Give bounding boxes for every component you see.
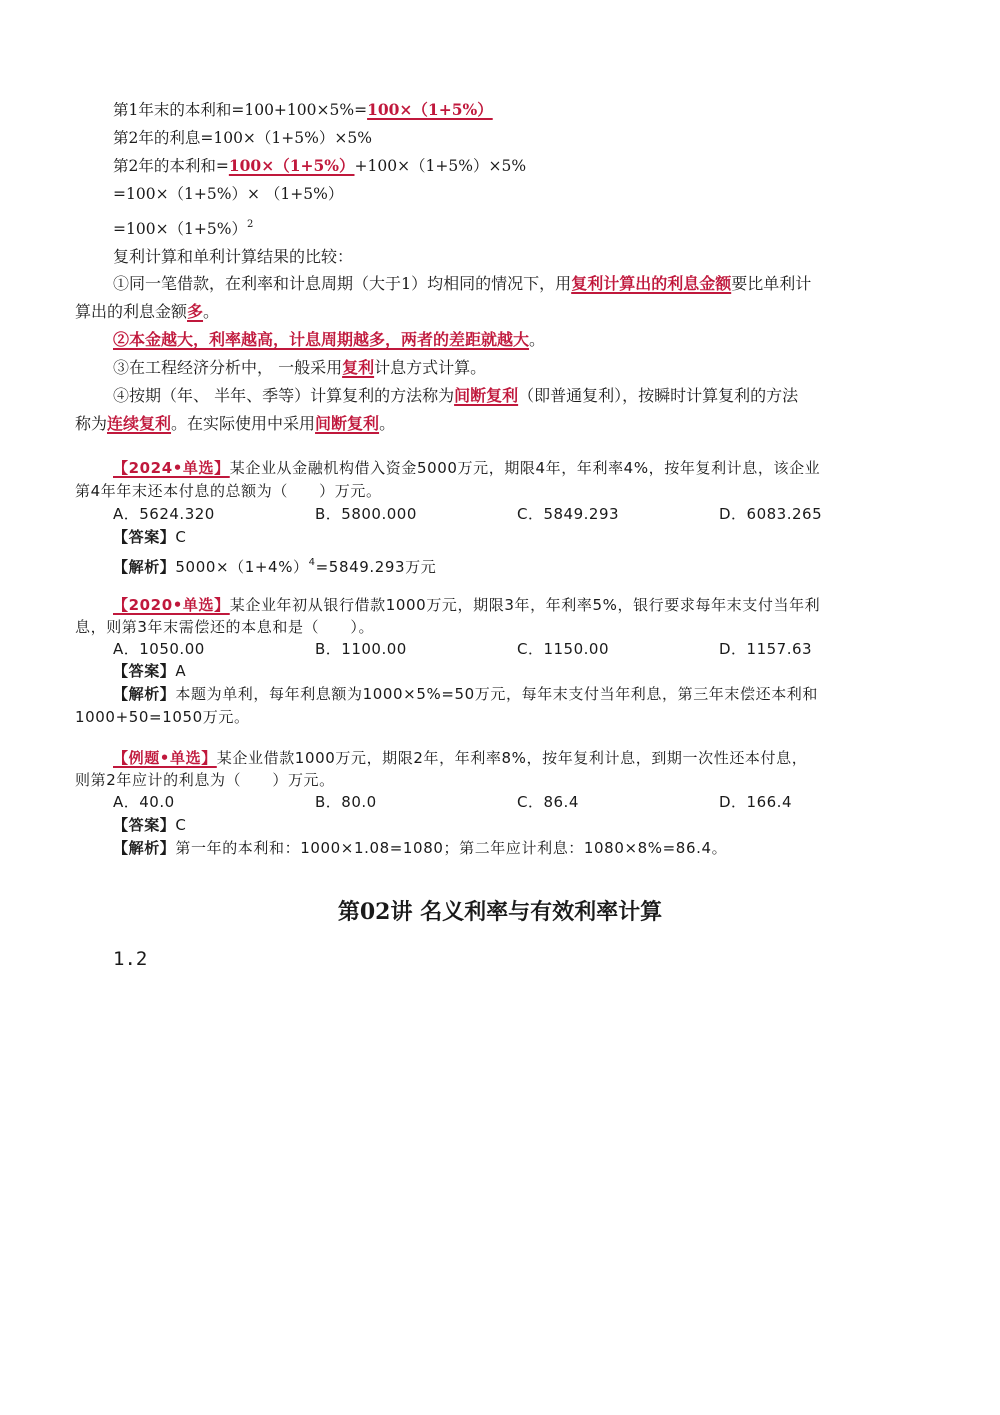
q2-analysis-line-2: 1000+50=1050万元。 [75,708,250,726]
comparison-title: 复利计算和单利计算结果的比较： [113,247,354,266]
highlight-text: 100×（1+5%） [228,156,355,175]
text: 称为 [75,414,108,433]
highlight-text: 间断复利 [454,386,519,405]
comparison-point-2 [113,329,545,351]
analysis-text: 本题为单利，每年利息额为1000×5%=50万元，每年末支付当年利息，第三年末偿还本利和 [175,685,819,703]
option-b: B．80.0 [315,793,377,811]
option-b: B．1100.00 [315,640,407,658]
text: 要比单利计 [731,274,812,293]
comparison-point-4-cont [75,413,395,435]
option-c: C．86.4 [517,793,579,811]
answer-label: 【答案】 [113,816,176,834]
q3-answer [113,814,186,836]
text: 第2年的本利和= [113,157,229,175]
comparison-point-4 [113,385,798,407]
question-tag: 【2024•单选】 [113,459,230,477]
answer-value: C [175,816,187,834]
q1-analysis [113,552,436,578]
option-a: A．5624.320 [113,505,215,523]
analysis-text: =5849.293万元 [315,558,437,576]
superscript: 4 [308,557,316,568]
q1-stem-line-1 [113,457,820,479]
text: =100×（1+5%） [113,220,247,238]
text: +100×（1+5%）×5% [354,157,527,175]
q1-answer [113,526,186,548]
answer-value: C [175,528,187,546]
text: 。 [203,302,220,321]
answer-label: 【答案】 [113,528,176,546]
text: 。在实际使用中采用 [171,414,316,433]
text: 算出的利息金额 [75,302,188,321]
text: ③在工程经济分析中， 一般采用 [113,358,343,377]
question-stem: 某企业从金融机构借入资金5000万元，期限4年，年利率4%，按年复利计息，该企业 [229,459,821,477]
highlight-text: 多 [187,302,204,321]
superscript: 2 [247,219,254,230]
text: ①同一笔借款，在利率和计息周期（大于1）均相同的情况下，用 [113,274,572,293]
analysis-label: 【解析】 [113,839,176,857]
q2-stem-line-2: 息，则第3年末需偿还的本息和是（ ）。 [75,618,375,636]
question-tag: 【2020•单选】 [113,596,230,614]
q2-analysis-line-1 [113,683,818,705]
comparison-point-1 [113,273,811,295]
analysis-text: 第一年的本利和：1000×1.08=1080；第二年应计利息：1080×8%=86.4。 [175,839,728,857]
highlight-text: 间断复利 [315,414,380,433]
section-heading: 第02讲 名义利率与有效利率计算 [337,899,663,925]
option-d: D．166.4 [719,793,792,811]
derivation-line-3 [113,155,526,177]
text: 计息方式计算。 [374,358,487,377]
section-subheading: 1.2 [113,948,148,970]
question-stem: 某企业借款1000万元，期限2年，年利率8%，按年复利计息，到期一次性还本付息， [216,749,808,767]
q2-options [113,638,933,660]
text: （即普通复利），按瞬时计算复利的方法 [518,386,799,405]
text: 第1年末的本利和=100+100×5%= [113,101,368,119]
analysis-label: 【解析】 [113,558,176,576]
q3-stem-line-2: 则第2年应计的利息为（ ）万元。 [75,771,335,789]
q1-stem-line-2: 第4年年末还本付息的总额为（ ）万元。 [75,482,382,500]
q1-options [113,503,933,525]
text: 。 [529,330,546,349]
comparison-point-1-cont [75,301,219,323]
question-stem: 某企业年初从银行借款1000万元，期限3年，年利率5%，银行要求每年末支付当年利 [229,596,821,614]
derivation-line-5 [113,214,253,240]
analysis-label: 【解析】 [113,685,176,703]
answer-label: 【答案】 [113,662,176,680]
option-d: D．1157.63 [719,640,813,658]
comparison-point-3 [113,357,486,379]
highlight-text: 连续复利 [107,414,172,433]
option-b: B．5800.000 [315,505,417,523]
question-tag: 【例题•单选】 [113,749,217,767]
highlight-text: ②本金越大，利率越高，计息周期越多，两者的差距就越大 [113,330,530,349]
highlight-text: 复利 [342,358,375,377]
text: ④按期（年、 半年、季等）计算复利的方法称为 [113,386,455,405]
q3-stem-line-1 [113,747,807,769]
derivation-line-2: 第2年的利息=100×（1+5%）×5% [113,129,372,147]
text: 。 [379,414,396,433]
analysis-text: 5000×（1+4%） [175,558,309,576]
option-c: C．1150.00 [517,640,610,658]
q2-answer [113,660,186,682]
option-d: D．6083.265 [719,505,823,523]
answer-value: A [175,662,187,680]
highlight-text: 100×（1+5%） [367,100,493,119]
highlight-text: 复利计算出的利息金额 [571,274,732,293]
option-a: A．40.0 [113,793,175,811]
derivation-line-1 [113,99,493,121]
q3-options [113,791,933,813]
option-a: A．1050.00 [113,640,205,658]
derivation-line-4: =100×（1+5%）× （1+5%） [113,185,344,203]
option-c: C．5849.293 [517,505,620,523]
q2-stem-line-1 [113,594,820,616]
q3-analysis [113,837,727,859]
